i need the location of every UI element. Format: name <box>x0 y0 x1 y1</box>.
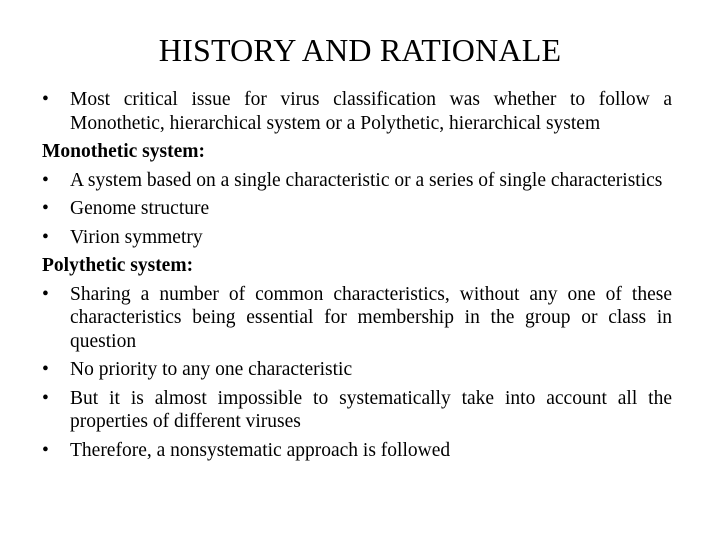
bullet-text: A system based on a single characteristic or a series of single characteristics <box>70 169 663 191</box>
bullet-item <box>42 197 672 221</box>
bullet-item <box>42 358 672 382</box>
bullet-icon: • <box>42 198 49 219</box>
slide-title: HISTORY AND RATIONALE <box>158 32 562 68</box>
bullet-text: But it is almost impossible to systematically take into account all the properties of different viruses <box>70 387 672 432</box>
bullet-text: Virion symmetry <box>70 226 203 248</box>
bullet-icon: • <box>42 169 49 191</box>
bullet-item <box>42 169 672 193</box>
bullet-text: Sharing a number of common characteristics, without any one of these characteristics being essential for membership in the group or class in question <box>70 283 672 352</box>
bullet-icon: • <box>42 387 49 409</box>
bullet-item <box>42 387 672 434</box>
bullet-item <box>42 226 672 250</box>
bullet-icon: • <box>42 439 49 461</box>
section-heading-polythetic: Polythetic system: <box>42 255 194 276</box>
bullet-icon: • <box>42 359 49 380</box>
bullet-icon: • <box>42 283 49 305</box>
bullet-item <box>42 439 672 463</box>
section-heading-monothetic: Monothetic system: <box>42 141 205 162</box>
bullet-text: Genome structure <box>70 198 210 219</box>
bullet-icon: • <box>42 89 49 110</box>
bullet-text: No priority to any one characteristic <box>70 359 353 380</box>
slide-content <box>42 88 672 467</box>
bullet-item <box>42 88 672 135</box>
bullet-item <box>42 283 672 354</box>
bullet-text: Therefore, a nonsystematic approach is followed <box>70 439 451 461</box>
bullet-icon: • <box>42 226 49 248</box>
bullet-text: Most critical issue for virus classification was whether to follow a Monothetic, hierarchical system or a Polythetic, hierarchical system <box>70 89 672 134</box>
